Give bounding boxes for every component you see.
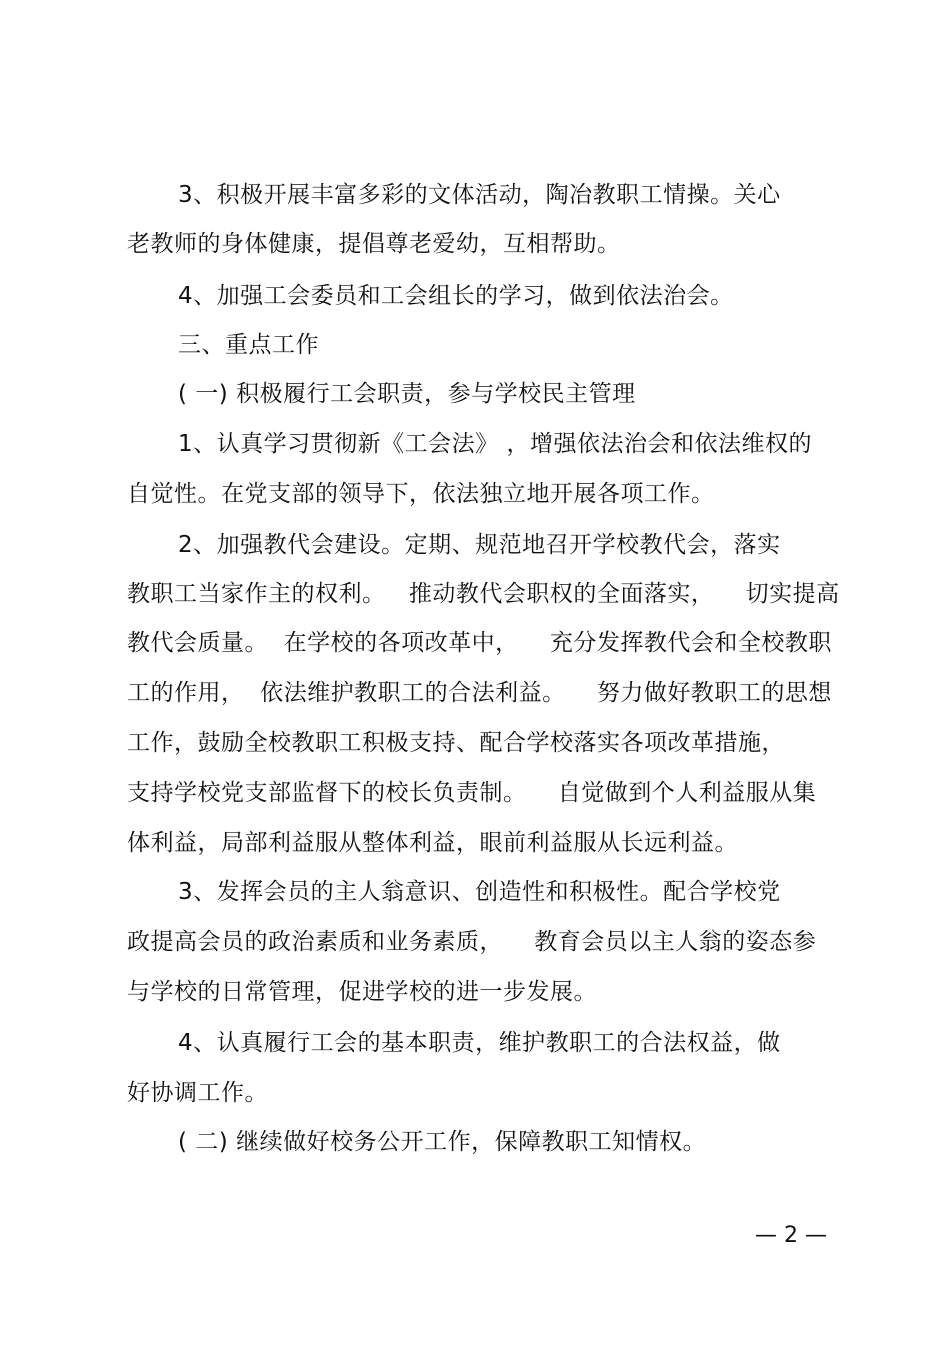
text-line: 与学校的日常管理，促进学校的进一步发展。 xyxy=(127,979,597,1005)
text-line: 教职工当家作主的权利。 推动教代会职权的全面落实， 切实提高 xyxy=(127,581,840,607)
text-line: 3、积极开展丰富多彩的文体活动，陶冶教职工情操。关心 xyxy=(178,182,781,208)
text-line: 自觉性。在党支部的领导下，依法独立地开展各项工作。 xyxy=(127,481,715,507)
text-line: 支持学校党支部监督下的校长负责制。 自觉做到个人利益服从集 xyxy=(127,780,817,806)
subsection-heading: ( 一) 积极履行工会职责，参与学校民主管理 xyxy=(178,381,636,407)
text-line: 4、认真履行工会的基本职责，维护教职工的合法权益，做 xyxy=(178,1030,781,1056)
page-number: — 2 — xyxy=(755,1223,827,1248)
text-line: 体利益，局部利益服从整体利益，眼前利益服从长远利益。 xyxy=(127,830,738,856)
section-heading: 三、重点工作 xyxy=(178,332,319,358)
text-line: 老教师的身体健康，提倡尊老爱幼，互相帮助。 xyxy=(127,231,621,257)
text-line: 好协调工作。 xyxy=(127,1080,268,1106)
text-line: 3、发挥会员的主人翁意识、创造性和积极性。配合学校党 xyxy=(178,879,781,905)
text-line: 教代会质量。 在学校的各项改革中， 充分发挥教代会和全校教职 xyxy=(127,630,832,656)
text-line: 1、认真学习贯彻新《工会法》 ，增强依法治会和依法维权的 xyxy=(178,431,812,457)
text-line: 工作，鼓励全校教职工积极支持、配合学校落实各项改革措施， xyxy=(127,730,785,756)
text-line: 2、加强教代会建设。定期、规范地召开学校教代会，落实 xyxy=(178,532,781,558)
subsection-heading: ( 二) 继续做好校务公开工作，保障教职工知情权。 xyxy=(178,1129,707,1155)
text-line: 政提高会员的政治素质和业务素质， 教育会员以主人翁的姿态参 xyxy=(127,929,817,955)
text-line: 工的作用， 依法维护教职工的合法利益。 努力做好教职工的思想 xyxy=(127,680,832,706)
text-line: 4、加强工会委员和工会组长的学习，做到依法治会。 xyxy=(178,283,734,309)
